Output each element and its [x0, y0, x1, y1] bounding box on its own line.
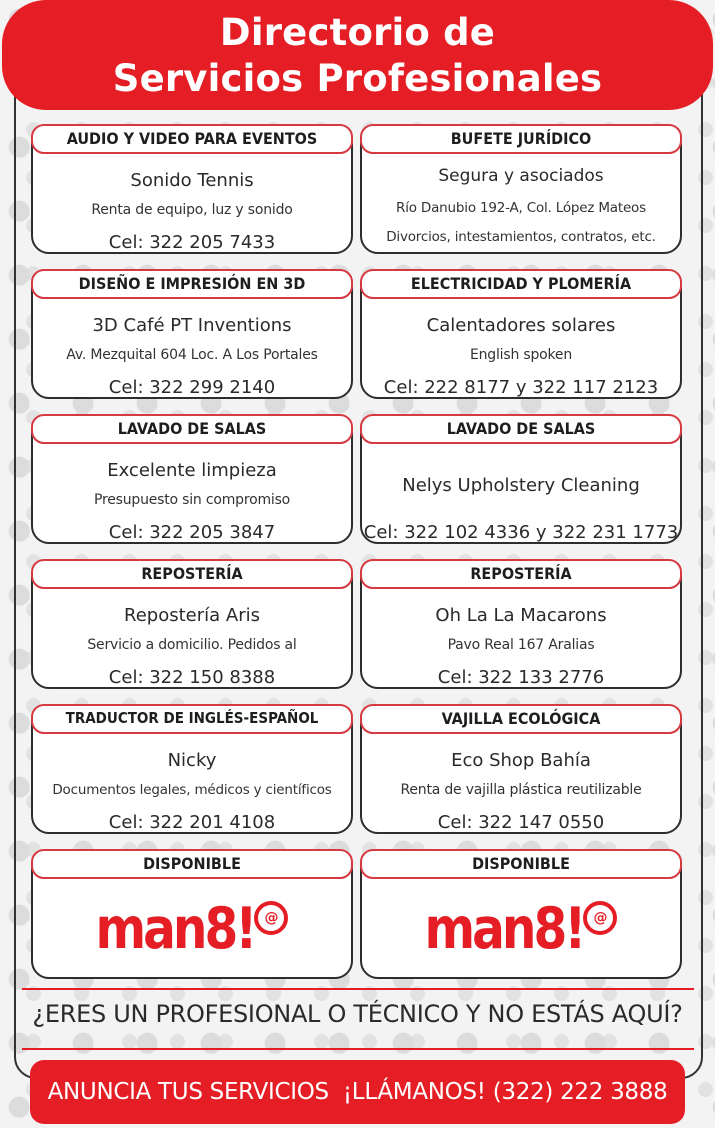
- card-category: TRADUCTOR DE INGLÉS-ESPAÑOL: [31, 704, 353, 734]
- card-category: AUDIO Y VIDEO PARA EVENTOS: [31, 124, 353, 154]
- card-name: Sonido Tennis: [130, 170, 254, 191]
- card-name: Segura y asociados: [438, 166, 604, 186]
- card-electricidad-plomeria: [360, 271, 682, 399]
- brand-logo: [362, 897, 680, 960]
- divider-top: [22, 988, 694, 990]
- card-description: Renta de vajilla plástica reutilizable: [400, 782, 642, 798]
- card-description-2: Divorcios, intestamientos, contratos, etc.: [386, 229, 656, 245]
- card-name: Repostería Aris: [124, 605, 260, 626]
- card-phone: Cel: 322 147 0550: [437, 812, 605, 833]
- card-phone: Cel: 322 133 2776: [437, 667, 605, 688]
- card-name: Nicky: [167, 750, 217, 771]
- card-description: Presupuesto sin compromiso: [93, 492, 291, 508]
- card-description: Documentos legales, médicos y científicos: [52, 782, 332, 798]
- card-phone: Cel: 322 205 3847: [108, 522, 276, 543]
- card-category: BUFETE JURÍDICO: [360, 124, 682, 154]
- card-description: Pavo Real 167 Aralias: [447, 637, 595, 653]
- cta-text-call: ¡LLÁMANOS! (322) 222 3888: [342, 1079, 668, 1105]
- divider-bottom: [22, 1048, 694, 1050]
- card-category: LAVADO DE SALAS: [360, 414, 682, 444]
- card-category: ELECTRICIDAD Y PLOMERÍA: [360, 269, 682, 299]
- card-disponible-2: [360, 851, 682, 979]
- card-phone: Cel: 322 150 8388: [108, 667, 276, 688]
- card-category: DISEÑO E IMPRESIÓN EN 3D: [31, 269, 353, 299]
- card-category: VAJILLA ECOLÓGICA: [360, 704, 682, 734]
- card-bufete-juridico: [360, 126, 682, 254]
- card-phone: Cel: 322 102 4336 y 322 231 1773: [363, 522, 679, 543]
- card-lavado-salas-1: [31, 416, 353, 544]
- card-disponible-1: [31, 851, 353, 979]
- logo-wordmark: man8!: [424, 895, 584, 962]
- card-name: Nelys Upholstery Cleaning: [402, 475, 640, 496]
- card-audio-video: [31, 126, 353, 254]
- cta-banner[interactable]: [30, 1060, 685, 1124]
- card-phone: Cel: 222 8177 y 322 117 2123: [383, 377, 659, 398]
- card-category: REPOSTERÍA: [360, 559, 682, 589]
- card-phone: Cel: 322 205 7433: [108, 232, 276, 253]
- card-category: REPOSTERÍA: [31, 559, 353, 589]
- card-category: DISPONIBLE: [31, 849, 353, 879]
- card-name: Excelente limpieza: [107, 460, 277, 481]
- card-name: Eco Shop Bahía: [451, 750, 591, 771]
- card-category: LAVADO DE SALAS: [31, 414, 353, 444]
- card-vajilla-ecologica: [360, 706, 682, 834]
- logo-at-icon: @: [254, 901, 288, 935]
- card-lavado-salas-2: [360, 416, 682, 544]
- logo-at-icon: @: [583, 901, 617, 935]
- card-reposteria-1: [31, 561, 353, 689]
- page-title-line2: Servicios Profesionales: [112, 57, 603, 100]
- card-category: DISPONIBLE: [360, 849, 682, 879]
- page-header: [2, 0, 713, 110]
- card-description: Servicio a domicilio. Pedidos al: [87, 637, 297, 653]
- card-name: 3D Café PT Inventions: [92, 315, 292, 336]
- card-phone: Cel: 322 299 2140: [108, 377, 276, 398]
- card-description: Río Danubio 192-A, Col. López Mateos: [396, 200, 646, 216]
- promo-question: ¿ERES UN PROFESIONAL O TÉCNICO Y NO ESTÁS AQUÍ?: [32, 1000, 683, 1028]
- card-description: English spoken: [469, 347, 573, 363]
- card-name: Calentadores solares: [426, 315, 616, 336]
- card-description: Av. Mezquital 604 Loc. A Los Portales: [66, 347, 318, 363]
- card-diseno-3d: [31, 271, 353, 399]
- page-title-line1: Directorio de: [219, 11, 496, 54]
- card-name: Oh La La Macarons: [435, 605, 607, 626]
- card-phone: Cel: 322 201 4108: [108, 812, 276, 833]
- cta-text-announce: ANUNCIA TUS SERVICIOS: [47, 1079, 329, 1105]
- card-reposteria-2: [360, 561, 682, 689]
- card-description: Renta de equipo, luz y sonido: [91, 202, 293, 218]
- brand-logo: [33, 897, 351, 960]
- logo-wordmark: man8!: [95, 895, 255, 962]
- card-traductor: [31, 706, 353, 834]
